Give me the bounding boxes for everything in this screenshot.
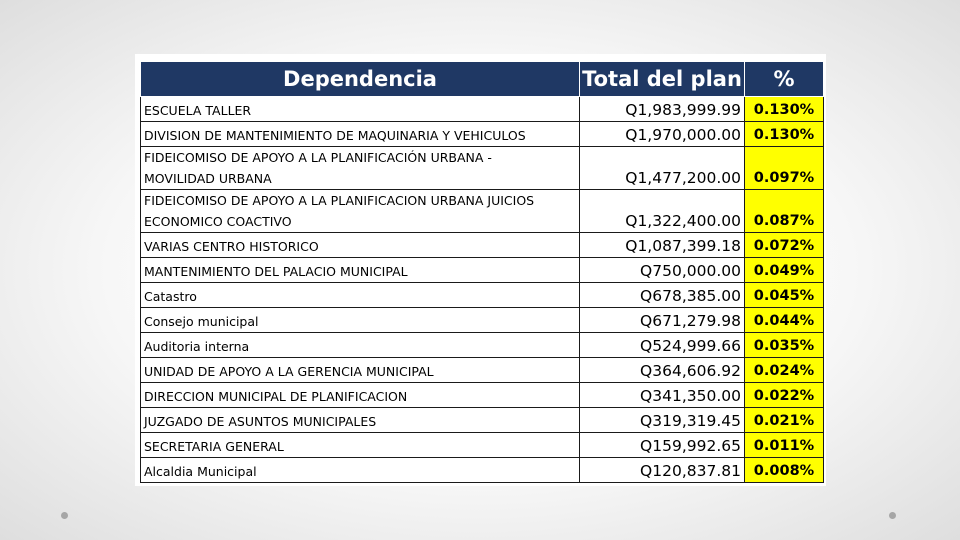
row-total-del-plan: Q319,319.45 xyxy=(580,408,745,433)
row-percent: 0.130% xyxy=(745,97,824,122)
table-row xyxy=(141,122,824,147)
row-dependencia: VARIAS CENTRO HISTORICO xyxy=(141,233,580,258)
table-row xyxy=(141,233,824,258)
row-dependencia: SECRETARIA GENERAL xyxy=(141,433,580,458)
row-percent: 0.022% xyxy=(745,383,824,408)
row-dependencia: ESCUELA TALLER xyxy=(141,97,580,122)
table-row xyxy=(141,190,824,233)
row-dependencia: Alcaldia Municipal xyxy=(141,458,580,483)
row-total-del-plan: Q671,279.98 xyxy=(580,308,745,333)
table-row xyxy=(141,433,824,458)
row-total-del-plan: Q159,992.65 xyxy=(580,433,745,458)
slide-dot-left xyxy=(61,512,68,519)
row-dependencia: Catastro xyxy=(141,283,580,308)
row-percent: 0.044% xyxy=(745,308,824,333)
row-total-del-plan: Q524,999.66 xyxy=(580,333,745,358)
row-percent: 0.024% xyxy=(745,358,824,383)
slide-dot-right xyxy=(889,512,896,519)
row-dependencia: DIRECCION MUNICIPAL DE PLANIFICACION xyxy=(141,383,580,408)
row-percent: 0.021% xyxy=(745,408,824,433)
table-row xyxy=(141,458,824,483)
row-dependencia xyxy=(141,190,580,233)
row-dependencia: Consejo municipal xyxy=(141,308,580,333)
budget-table xyxy=(140,61,824,483)
table-row xyxy=(141,308,824,333)
row-percent: 0.097% xyxy=(745,147,824,190)
row-total-del-plan: Q678,385.00 xyxy=(580,283,745,308)
table-row xyxy=(141,147,824,190)
table-body xyxy=(141,97,824,483)
row-percent: 0.035% xyxy=(745,333,824,358)
header-dependencia: Dependencia xyxy=(141,62,580,97)
table-row xyxy=(141,358,824,383)
table-container xyxy=(135,54,826,486)
row-percent: 0.008% xyxy=(745,458,824,483)
row-dependencia: JUZGADO DE ASUNTOS MUNICIPALES xyxy=(141,408,580,433)
row-total-del-plan: Q120,837.81 xyxy=(580,458,745,483)
table-header-row xyxy=(141,62,824,97)
header-percent: % xyxy=(745,62,824,97)
row-percent: 0.049% xyxy=(745,258,824,283)
table-row xyxy=(141,283,824,308)
header-total-del-plan: Total del plan xyxy=(580,62,745,97)
row-dependencia: DIVISION DE MANTENIMIENTO DE MAQUINARIA Y VEHICULOS xyxy=(141,122,580,147)
row-dependencia: Auditoria interna xyxy=(141,333,580,358)
row-total-del-plan: Q750,000.00 xyxy=(580,258,745,283)
row-total-del-plan: Q341,350.00 xyxy=(580,383,745,408)
row-percent: 0.011% xyxy=(745,433,824,458)
row-total-del-plan: Q1,970,000.00 xyxy=(580,122,745,147)
row-total-del-plan: Q1,477,200.00 xyxy=(580,147,745,190)
row-dependencia-line: MOVILIDAD URBANA xyxy=(144,171,272,186)
row-dependencia-line: FIDEICOMISO DE APOYO A LA PLANIFICACIÓN URBANA - xyxy=(144,150,492,165)
row-percent: 0.072% xyxy=(745,233,824,258)
row-dependencia-line: ECONOMICO COACTIVO xyxy=(144,214,292,229)
row-dependencia: MANTENIMIENTO DEL PALACIO MUNICIPAL xyxy=(141,258,580,283)
table-row xyxy=(141,333,824,358)
row-dependencia-line: FIDEICOMISO DE APOYO A LA PLANIFICACION URBANA JUICIOS xyxy=(144,193,535,208)
row-dependencia xyxy=(141,147,580,190)
row-percent: 0.130% xyxy=(745,122,824,147)
row-total-del-plan: Q1,983,999.99 xyxy=(580,97,745,122)
row-total-del-plan: Q1,322,400.00 xyxy=(580,190,745,233)
row-total-del-plan: Q1,087,399.18 xyxy=(580,233,745,258)
row-total-del-plan: Q364,606.92 xyxy=(580,358,745,383)
row-dependencia: UNIDAD DE APOYO A LA GERENCIA MUNICIPAL xyxy=(141,358,580,383)
table-row xyxy=(141,408,824,433)
row-percent: 0.045% xyxy=(745,283,824,308)
table-row xyxy=(141,383,824,408)
table-row xyxy=(141,97,824,122)
row-percent: 0.087% xyxy=(745,190,824,233)
table-row xyxy=(141,258,824,283)
